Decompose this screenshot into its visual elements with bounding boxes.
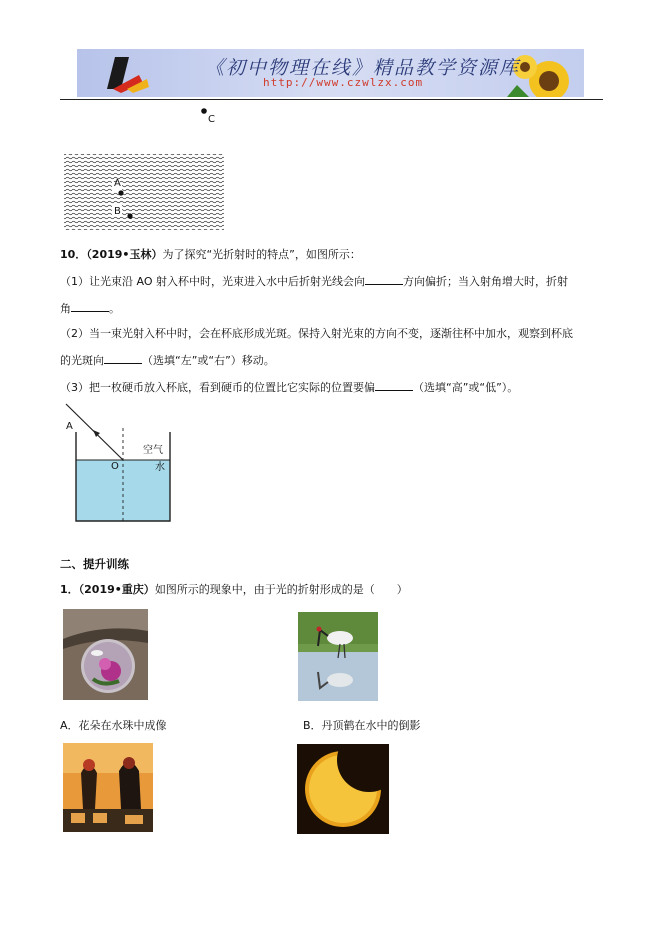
q1-stem-text: 如图所示的现象中，由于光的折射形成的是（ ） <box>154 583 408 596</box>
option-a-text: 花朵在水珠中成像 <box>78 719 167 732</box>
banner-title: 《初中物理在线》精品教学资源库 <box>205 57 521 79</box>
point-a <box>118 190 123 195</box>
point-c <box>201 108 207 114</box>
q10-source: （2019•玉林） <box>86 248 163 261</box>
photo-crane-reflection <box>298 612 378 701</box>
option-b[interactable] <box>303 717 421 733</box>
q10-part1-line1: （1）让光束沿 AO 射入杯中时，光束进入水中后折射光线会向 方向偏折；当入射角增大时，折射 <box>60 275 568 288</box>
q10-part3: （3）把一枚硬币放入杯底，看到硬币的位置比它实际的位置要偏 （选填“高”或“低”）。 <box>60 381 519 394</box>
header-rule <box>60 99 603 100</box>
q1-number: 1． <box>60 583 79 596</box>
q10-part2-line2: 的光斑向 （选填“左”或“右”）移动。 <box>60 354 275 367</box>
q10-number: 10． <box>60 248 87 261</box>
photo-water-droplet <box>63 609 148 700</box>
q1-source: （2019•重庆） <box>78 583 155 596</box>
option-a-letter: A． <box>60 719 79 732</box>
cup-label-a: A <box>66 421 73 432</box>
option-a[interactable] <box>60 717 167 733</box>
water-figure <box>60 104 260 234</box>
answer-blank[interactable] <box>375 380 413 391</box>
label-c: C <box>208 114 215 125</box>
q1-stem <box>60 583 408 597</box>
section-title: 二、提升训练 <box>60 557 129 571</box>
cup-label-o: O <box>111 461 119 472</box>
answer-blank[interactable] <box>104 353 142 364</box>
q10-part2-line1: （2）当一束光射入杯中时，会在杯底形成光斑。保持入射光束的方向不变，逐渐往杯中加水，观察到杯底 <box>60 327 573 340</box>
q10-part1-line2: 角 。 <box>60 302 120 315</box>
cup-label-air: 空气 <box>143 445 163 456</box>
option-b-text: 丹顶鹤在水中的倒影 <box>321 719 421 732</box>
point-b <box>127 213 132 218</box>
option-b-letter: B． <box>303 719 322 732</box>
photo-solar-eclipse <box>297 744 389 834</box>
water-region <box>64 154 224 230</box>
answer-blank[interactable] <box>365 274 403 285</box>
banner-url: http://www.czwlzx.com <box>263 76 424 89</box>
photo-shadow-puppets <box>63 743 153 832</box>
label-a: A <box>114 178 121 189</box>
q10-stem-text: 为了探究“光折射时的特点”，如图所示： <box>162 248 361 261</box>
label-b: B <box>114 206 121 217</box>
header-banner <box>77 49 584 97</box>
answer-blank[interactable] <box>71 301 109 312</box>
cup-label-water: 水 <box>155 462 165 473</box>
q10-stem <box>60 248 361 262</box>
